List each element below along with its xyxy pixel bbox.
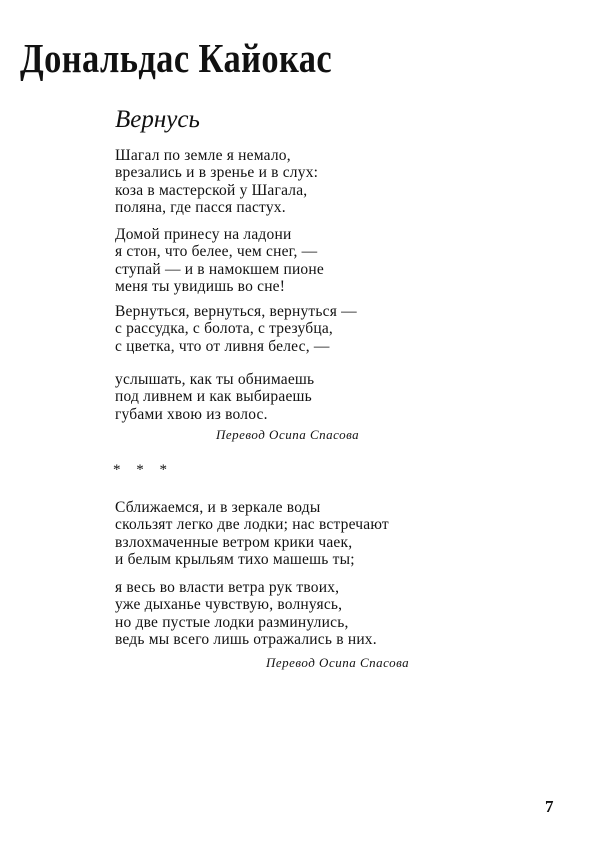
verse-line: Вернуться, вернуться, вернуться — [115, 303, 357, 320]
author-name: Дональдас Кайокас [20, 35, 333, 81]
stanza [115, 147, 318, 216]
verse-line: скользят легко две лодки; нас встречают [115, 516, 389, 534]
translator-credit: Перевод Осипа Спасова [266, 655, 410, 670]
verse-line: я весь во власти ветра рук твоих, [115, 579, 340, 596]
verse-line: Домой принесу на ладони [115, 226, 292, 243]
poem-title: Вернусь [115, 106, 200, 133]
verse-line: ведь мы всего лишь отражались в них. [115, 630, 377, 648]
verse-line: и белым крыльям тихо машешь ты; [115, 550, 355, 568]
verse-line: взлохмаченные ветром крики чаек, [115, 533, 353, 551]
page-number: 7 [545, 797, 554, 816]
verse-line: меня ты увидишь во сне! [115, 277, 286, 295]
verse-line: но две пустые лодки разминулись, [115, 613, 349, 631]
stanza [115, 499, 389, 568]
verse-line: с цветка, что от ливня белес, — [115, 337, 330, 355]
verse-line: коза в мастерской у Шагала, [115, 181, 308, 199]
verse-line: Шагал по земле я немало, [115, 147, 291, 164]
stanza [115, 226, 324, 295]
verse-line: я стон, что белее, чем снег, — [115, 243, 318, 261]
translator-credit: Перевод Осипа Спасова [216, 427, 360, 442]
verse-line: услышать, как ты обнимаешь [115, 371, 315, 388]
poem-title-asterisks: * * * [113, 462, 173, 478]
verse-line: Сближаемся, и в зеркале воды [115, 499, 321, 516]
stanza [115, 303, 357, 355]
verse-line: под ливнем и как выбираешь [115, 388, 312, 406]
verse-line: ступай — и в намокшем пионе [115, 260, 324, 278]
stanza [115, 579, 377, 648]
verse-line: врезались и в зренье и в слух: [115, 164, 319, 182]
verse-line: с рассудка, с болота, с трезубца, [115, 320, 333, 338]
verse-line: губами хвою из волос. [115, 405, 268, 423]
verse-line: уже дыханье чувствую, волнуясь, [115, 596, 343, 614]
stanza [115, 371, 314, 423]
verse-line: поляна, где пасся пастух. [115, 198, 286, 216]
